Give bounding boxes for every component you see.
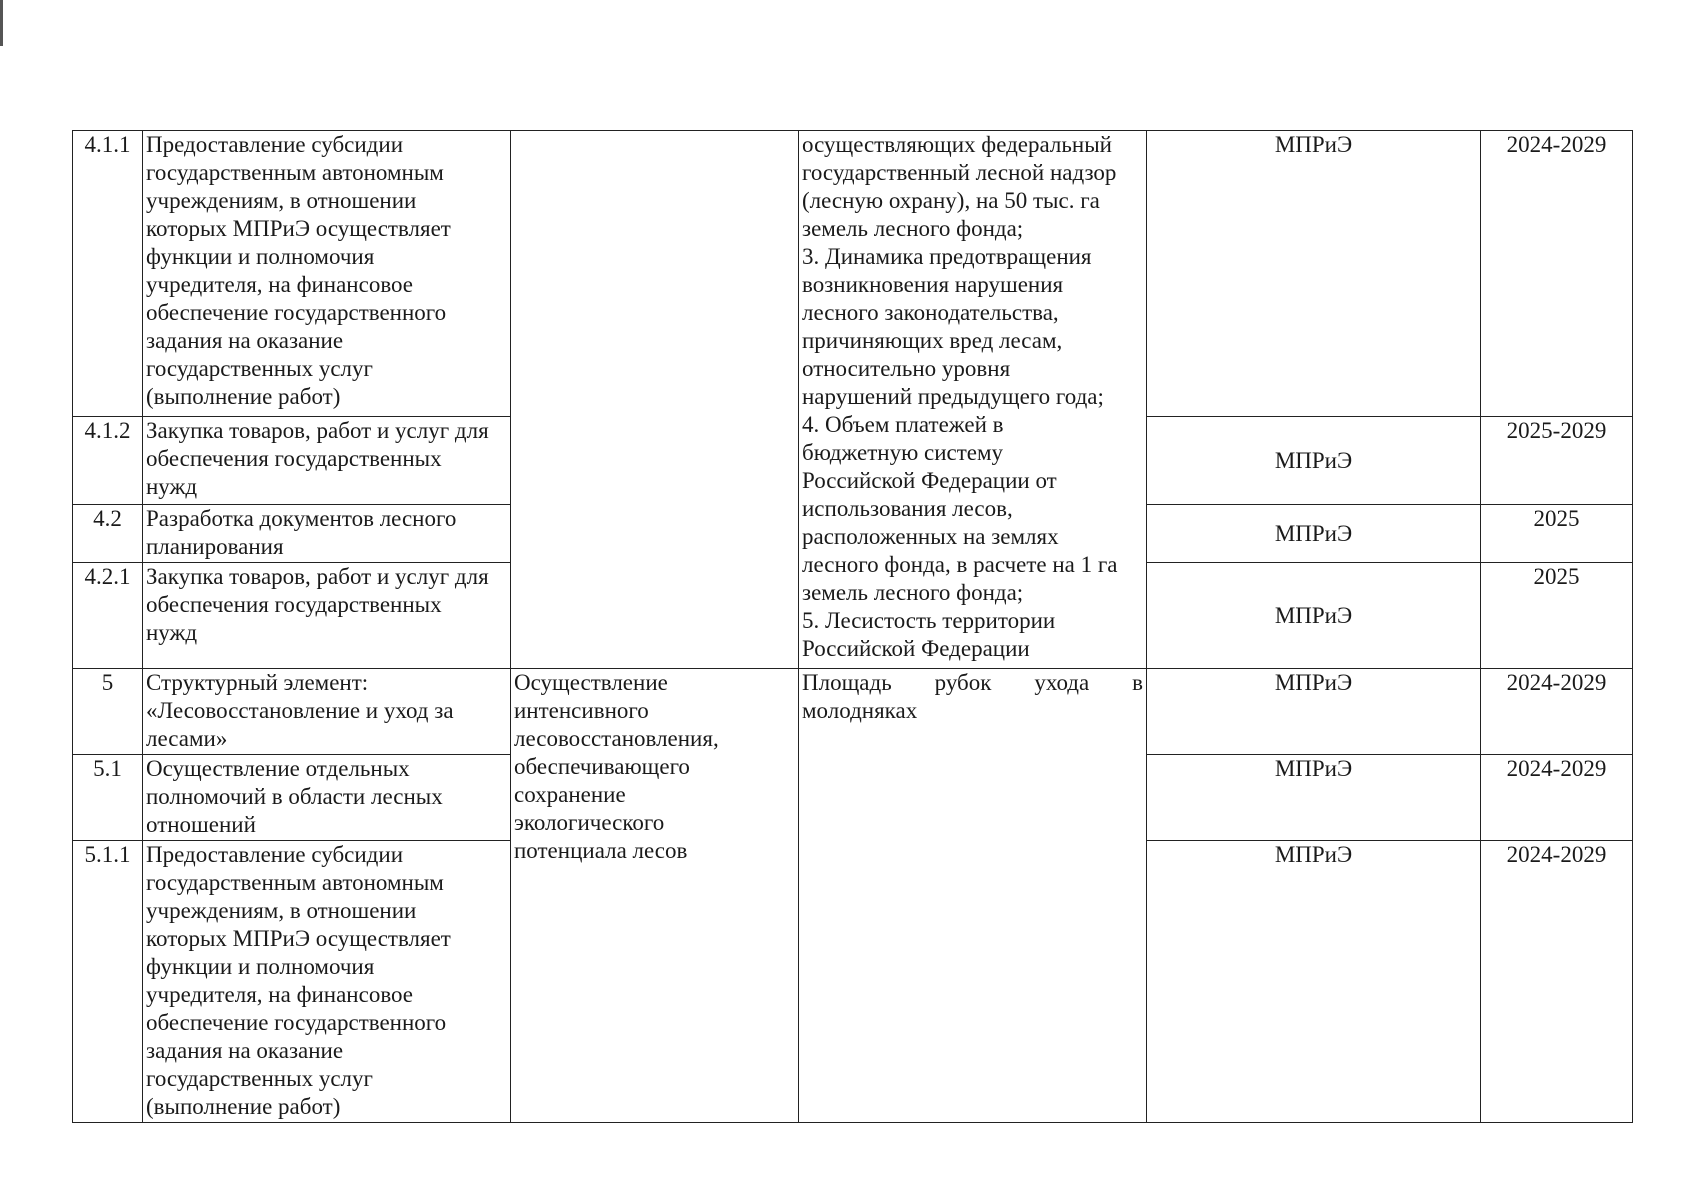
responsible-executor: МПРиЭ xyxy=(1147,755,1481,841)
activity-name-text: Закупка товаров, работ и услуг для обеспечения государственных нужд xyxy=(146,418,489,499)
table-row xyxy=(73,669,1633,755)
activity-name-text: Закупка товаров, работ и услуг для обеспечения государственных нужд xyxy=(146,564,489,645)
responsible-executor: МПРиЭ xyxy=(1147,841,1481,1123)
activity-name xyxy=(143,417,511,505)
row-number: 5 xyxy=(73,669,143,755)
task-cell xyxy=(511,131,799,669)
activity-name xyxy=(143,755,511,841)
implementation-period: 2025 xyxy=(1481,505,1633,563)
task-cell xyxy=(511,669,799,1123)
responsible-executor: МПРиЭ xyxy=(1147,669,1481,755)
activity-name-text: Структурный элемент: «Лесовосстановление и уход за лесами» xyxy=(146,670,454,751)
activity-name xyxy=(143,669,511,755)
row-number: 5.1 xyxy=(73,755,143,841)
row-number: 5.1.1 xyxy=(73,841,143,1123)
row-number: 4.1.2 xyxy=(73,417,143,505)
row-number: 4.1.1 xyxy=(73,131,143,417)
implementation-period: 2024-2029 xyxy=(1481,131,1633,417)
program-activities-table xyxy=(72,130,1633,1123)
responsible-executor: МПРиЭ xyxy=(1147,505,1481,563)
implementation-period: 2025 xyxy=(1481,563,1633,669)
indicators-text: осуществляющих федеральный государственный лесной надзор (лесную охрану), на 50 тыс. га земель лесного фонда; 3. Динамика предотвращения возникновения нарушения лесного законодательства, причиняющих вред лесам, относительно уровня нарушений предыдущего года; 4. Объем платежей в бюджетную систему Российской Федерации от использования лесов, расположенных на землях лесного фонда, в расчете на 1 га земель лесного фонда; 5. Лесистость территории Российской Федерации xyxy=(802,132,1118,661)
implementation-period: 2025-2029 xyxy=(1481,417,1633,505)
indicators-cell xyxy=(799,131,1147,669)
row-number: 4.2 xyxy=(73,505,143,563)
task-text: Осуществление интенсивного лесовосстановления, обеспечивающего сохранение экологического потенциала лесов xyxy=(514,670,719,863)
activity-name-text: Осуществление отдельных полномочий в области лесных отношений xyxy=(146,756,443,837)
activity-name-text: Предоставление субсидии государственным автономным учреждениям, в отношении которых МПРиЭ осуществляет функции и полномочия учредителя, на финансовое обеспечение государственного задания на оказание государственных услуг (выполнение работ) xyxy=(146,132,451,409)
activity-name xyxy=(143,131,511,417)
activity-name xyxy=(143,563,511,669)
responsible-executor: МПРиЭ xyxy=(1147,131,1481,417)
indicators-cell xyxy=(799,669,1147,1123)
activity-name xyxy=(143,505,511,563)
scan-edge-mark xyxy=(0,0,3,46)
row-number: 4.2.1 xyxy=(73,563,143,669)
responsible-executor: МПРиЭ xyxy=(1147,563,1481,669)
indicators-text: Площадь рубок ухода в молодняках xyxy=(802,670,1143,723)
activity-name-text: Предоставление субсидии государственным автономным учреждениям, в отношении которых МПРиЭ осуществляет функции и полномочия учредителя, на финансовое обеспечение государственного задания на оказание государственных услуг (выполнение работ) xyxy=(146,842,451,1119)
table-row xyxy=(73,131,1633,417)
activity-name xyxy=(143,841,511,1123)
activity-name-text: Разработка документов лесного планирования xyxy=(146,506,457,559)
implementation-period: 2024-2029 xyxy=(1481,755,1633,841)
implementation-period: 2024-2029 xyxy=(1481,841,1633,1123)
implementation-period: 2024-2029 xyxy=(1481,669,1633,755)
responsible-executor: МПРиЭ xyxy=(1147,417,1481,505)
